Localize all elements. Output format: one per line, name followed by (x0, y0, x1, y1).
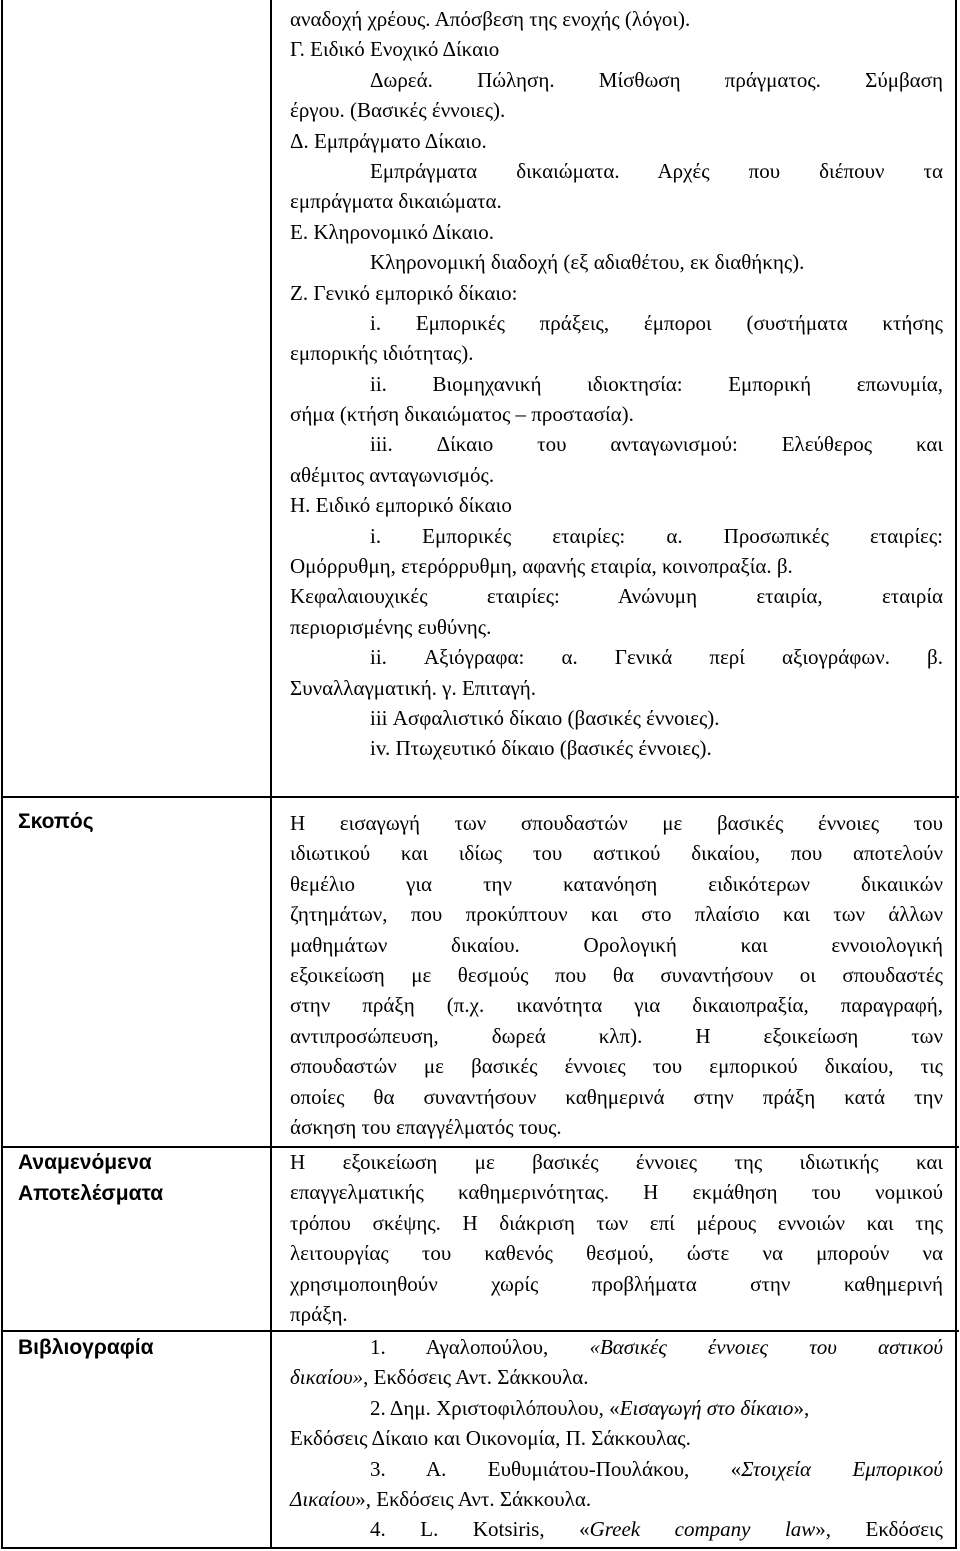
bib-item-1-cont: δικαίου», Εκδόσεις Αντ. Σάκκουλα. (290, 1365, 589, 1390)
row-divider-skopos (3, 796, 959, 798)
content-line: Γ. Ειδικό Ενοχικό Δίκαιο (290, 37, 500, 62)
row-label-bibliografia: Βιβλιογραφία (18, 1336, 154, 1359)
content-line: Συναλλαγματική. γ. Επιταγή. (290, 675, 536, 700)
content-line: σήμα (κτήση δικαιώματος – προστασία). (290, 402, 634, 427)
apotelesmata-line: χρησιμοποιηθούν χωρίς προβλήματα στην καθημερινή (290, 1271, 943, 1296)
skopos-line: ζητημάτων, που προκύπτουν και στο πλαίσιο και των άλλων (290, 902, 943, 927)
apotelesmata-line: πράξη. (290, 1301, 348, 1326)
content-line: iii Ασφαλιστικό δίκαιο (βασικές έννοιες). (370, 705, 720, 730)
content-line: ii. Αξιόγραφα: α. Γενικά περί αξιογράφων. β. (370, 645, 943, 670)
course-content-cell (290, 4, 943, 764)
skopos-line: σπουδαστών με βασικές έννοιες του εμπορικού δικαίου, τις (290, 1054, 943, 1079)
skopos-line: ιδιωτικού και ιδίως του αστικού δικαίου, που αποτελούν (290, 841, 943, 866)
content-line: περιορισμένης ευθύνης. (290, 614, 492, 639)
bib-item-2-cont: Εκδόσεις Δίκαιο και Οικονομία, Π. Σάκκουλας. (290, 1426, 691, 1451)
apotelesmata-cell (290, 1147, 943, 1329)
apotelesmata-line: Η εξοικείωση με βασικές έννοιες της ιδιωτικής και (290, 1150, 943, 1174)
skopos-line: μαθημάτων δικαίου. Ορολογική και εννοιολογική (290, 932, 943, 957)
row-label-skopos: Σκοπός (18, 810, 94, 833)
skopos-line: εξοικείωση με θεσμούς που θα συναντήσουν οι σπουδαστές (290, 962, 943, 987)
skopos-line: στην πράξη (π.χ. ικανότητα για δικαιοπραξία, παραγραφή, (290, 993, 943, 1018)
content-line: αθέμιτος ανταγωνισμός. (290, 462, 495, 487)
bib-item-2: 2. Δημ. Χριστοφιλόπουλου, «Εισαγωγή στο δίκαιο», (370, 1395, 810, 1420)
row-label-apotelesmata: Αναμενόμενα Αποτελέσματα (18, 1151, 164, 1205)
bib-item-1: 1. Αγαλοπούλου, «Βασικές έννοιες του αστικού (370, 1335, 943, 1359)
content-line: i. Εμπορικές πράξεις, έμποροι (συστήματα κτήσης (370, 310, 943, 335)
content-line: Ε. Κληρονομικό Δίκαιο. (290, 219, 495, 244)
content-line: Εμπράγματα δικαιώματα. Αρχές που διέπουν τα (370, 158, 943, 183)
content-line: έργου. (Βασικές έννοιες). (290, 98, 506, 123)
content-line: εμπράγματα δικαιώματα. (290, 189, 502, 214)
apotelesmata-line: τρόπου σκέψης. Η διάκριση των επί μέρους εννοιών και της (290, 1210, 943, 1235)
content-line: iv. Πτωχευτικό δίκαιο (βασικές έννοιες). (370, 736, 712, 761)
apotelesmata-line: λειτουργίας του καθενός θεσμού, ώστε να μπορούν να (290, 1241, 943, 1266)
content-line: iii. Δίκαιο του ανταγωνισμού: Ελεύθερος και (370, 432, 943, 457)
apotelesmata-line: επαγγελματικής καθημερινότητας. Η εκμάθηση του νομικού (290, 1180, 943, 1205)
bib-item-3: 3. Α. Ευθυμιάτου-Πουλάκου, «Στοιχεία Εμπορικού (370, 1456, 943, 1481)
skopos-line: οποίες θα συναντήσουν καθημερινά στην πράξη κατά την (290, 1084, 943, 1109)
bib-item-4: 4. L. Kotsiris, «Greek company law», Εκδόσεις (370, 1517, 943, 1542)
bibliografia-cell (290, 1332, 943, 1545)
content-line: εμπορικής ιδιότητας). (290, 341, 474, 366)
content-line: ii. Βιομηχανική ιδιοκτησία: Εμπορική επωνυμία, (370, 371, 943, 396)
column-divider (270, 0, 272, 1549)
content-line: Κεφαλαιουχικές εταιρίες: Ανώνυμη εταιρία, εταιρία (290, 584, 943, 609)
content-line: Δ. Εμπράγματο Δίκαιο. (290, 128, 487, 153)
bib-item-3-cont: Δικαίου», Εκδόσεις Αντ. Σάκκουλα. (290, 1486, 592, 1511)
skopos-line: θεμέλιο για την κατανόηση ειδικότερων δικαιικών (290, 871, 943, 896)
skopos-cell (290, 808, 943, 1142)
content-line: Ομόρρυθμη, ετερόρρυθμη, αφανής εταιρία, κοινοπραξία. β. (290, 554, 793, 579)
skopos-line: άσκηση του επαγγέλματός τους. (290, 1114, 562, 1139)
content-line: Η. Ειδικό εμπορικό δίκαιο (290, 493, 512, 518)
skopos-line: αντιπροσώπευση, δωρεά κλπ). Η εξοικείωση των (290, 1023, 943, 1048)
content-line: αναδοχή χρέους. Απόσβεση της ενοχής (λόγοι). (290, 7, 691, 31)
content-line: i. Εμπορικές εταιρίες: α. Προσωπικές εταιρίες: (370, 523, 943, 548)
skopos-line: Η εισαγωγή των σπουδαστών με βασικές έννοιες του (290, 811, 943, 835)
content-line: Ζ. Γενικό εμπορικό δίκαιο: (290, 280, 518, 305)
content-line: Δωρεά. Πώληση. Μίσθωση πράγματος. Σύμβαση (370, 67, 943, 92)
content-line: Κληρονομική διαδοχή (εξ αδιαθέτου, εκ διαθήκης). (370, 250, 805, 275)
